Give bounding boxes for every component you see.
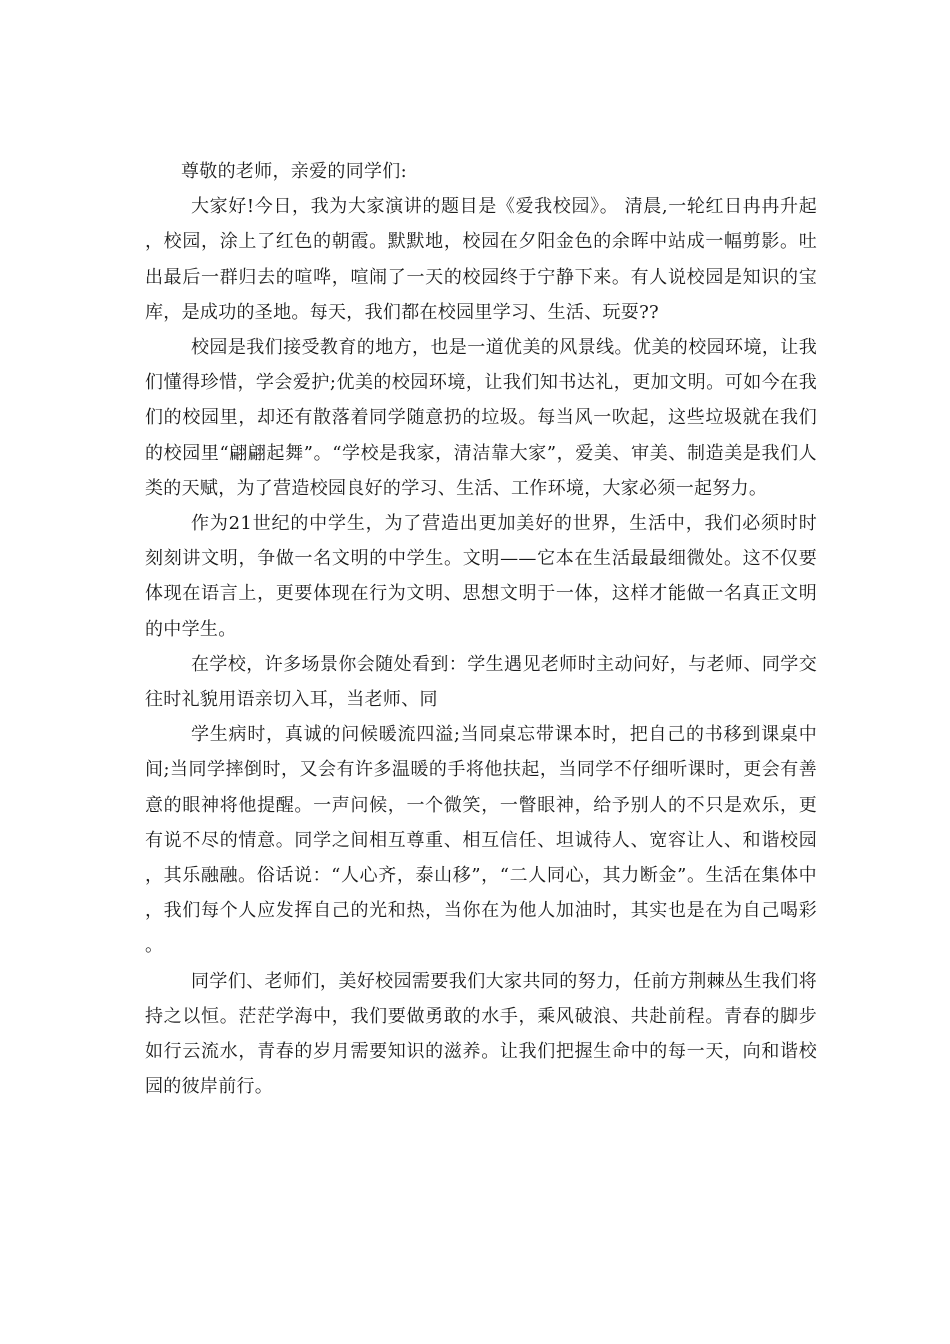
paragraph-2: 校园是我们接受教育的地方，也是一道优美的风景线。优美的校园环境，让我们懂得珍惜，学会爱护;优美的校园环境，让我们知书达礼，更加文明。可如今在我们的校园里，却还有散落着同学随意扔的垃圾。每当风一吹起，这些垃圾就在我们的校园里“翩翩起舞”。“学校是我家，清洁靠大家”，爱美、审美、制造美是我们人类的天赋，为了营造校园良好的学习、生活、工作环境，大家必须一起努力。	[145, 337, 817, 499]
speech-greeting: 尊敬的老师，亲爱的同学们:	[181, 161, 407, 182]
paragraph-4: 在学校，许多场景你会随处看到：学生遇见老师时主动问好，与老师、同学交往时礼貌用语亲切入耳，当老师、同	[145, 653, 817, 711]
paragraph-3: 作为21世纪的中学生，为了营造出更加美好的世界，生活中，我们必须时时刻刻讲文明，争做一名文明的中学生。文明——它本在生活最最细微处。这不仅要体现在语言上，更要体现在行为文明、思想文明于一体，这样才能做一名真正文明的中学生。	[145, 513, 817, 640]
paragraph-1: 大家好!今日，我为大家演讲的题目是《爱我校园》。 清晨,一轮红日冉冉升起，校园，涂上了红色的朝霞。默默地，校园在夕阳金色的余晖中站成一幅剪影。吐出最后一群归去的喧哗，喧闹了一天的校园终于宁静下来。有人说校园是知识的宝库，是成功的圣地。每天，我们都在校园里学习、生活、玩耍??	[145, 196, 817, 323]
paragraph-6: 同学们、老师们，美好校园需要我们大家共同的努力，任前方荆棘丛生我们将持之以恒。茫茫学海中，我们要做勇敢的水手，乘风破浪、共赴前程。青春的脚步如行云流水，青春的岁月需要知识的滋养。让我们把握生命中的每一天，向和谐校园的彼岸前行。	[145, 970, 817, 1098]
paragraph-5: 学生病时，真诚的问候暖流四溢;当同桌忘带课本时，把自己的书移到课桌中间;当同学摔倒时，又会有许多温暖的手将他扶起，当同学不仔细听课时，更会有善意的眼神将他提醒。一声问候，一个微笑，一瞥眼神，给予别人的不只是欢乐，更有说不尽的情意。同学之间相互尊重、相互信任、坦诚待人、宽容让人、和谐校园，其乐融融。俗话说：“人心齐，泰山移”，“二人同心，其力断金”。生活在集体中，我们每个人应发挥自己的光和热，当你在为他人加油时，其实也是在为自己喝彩。	[145, 724, 817, 957]
speech-body	[145, 154, 817, 1104]
